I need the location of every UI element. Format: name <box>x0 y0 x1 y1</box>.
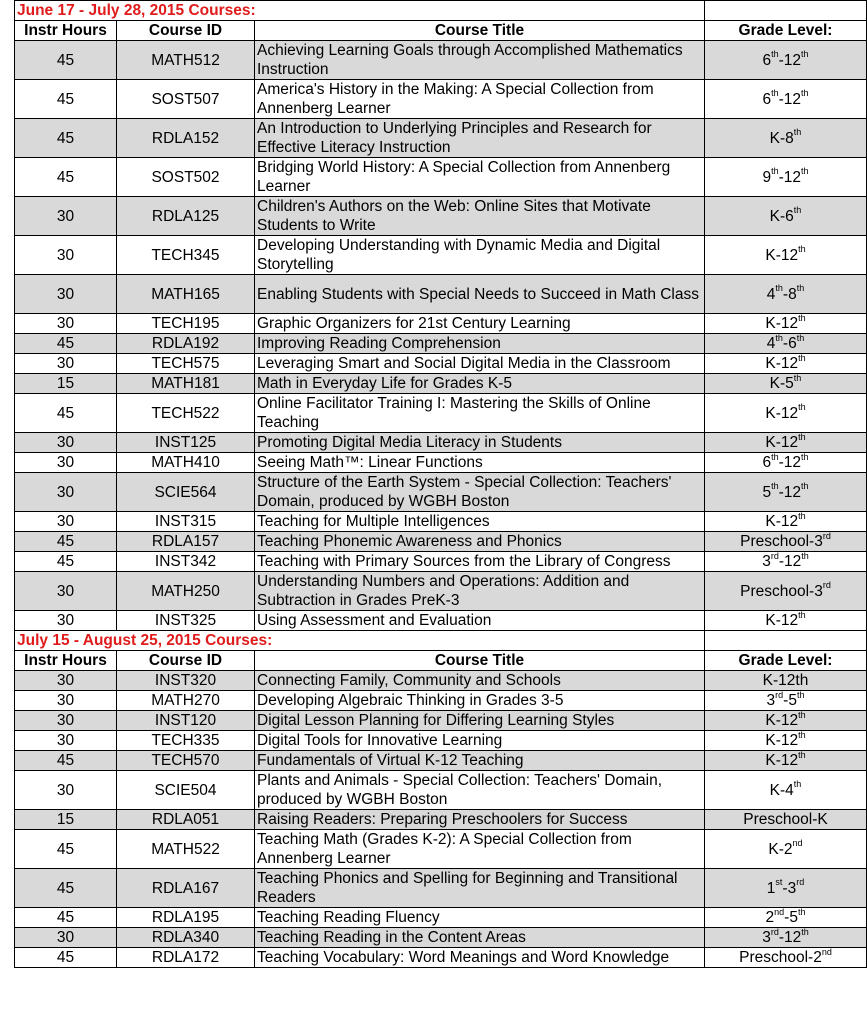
header-course-title: Course Title <box>255 21 705 41</box>
grade-level-part: K-12th <box>762 672 809 689</box>
course-id-cell: MATH270 <box>117 691 255 711</box>
grade-level-part: -8 <box>782 285 797 303</box>
grade-level-part: 3 <box>766 692 776 709</box>
grade-level-part: K-12 <box>765 712 799 729</box>
instr-hours-cell: 30 <box>15 236 117 275</box>
grade-level-cell <box>705 771 867 810</box>
instr-hours-cell: 30 <box>15 691 117 711</box>
grade-level-suffix: th <box>798 750 806 760</box>
table-header-row <box>15 21 867 41</box>
grade-level-suffix: th <box>798 730 806 740</box>
grade-level-cell <box>705 433 867 453</box>
table-row <box>15 928 867 948</box>
course-id-cell: INST315 <box>117 512 255 532</box>
grade-level-cell <box>705 275 867 314</box>
grade-level-suffix: th <box>798 511 806 521</box>
table-row <box>15 771 867 810</box>
course-id-cell: INST320 <box>117 671 255 691</box>
grade-level-suffix: th <box>771 481 779 492</box>
grade-level-suffix: th <box>798 610 806 620</box>
header-grade-level: Grade Level: <box>705 651 867 671</box>
course-id-cell: TECH335 <box>117 731 255 751</box>
grade-level-text <box>765 612 805 629</box>
grade-level-cell <box>705 751 867 771</box>
header-instr-hours: Instr Hours <box>15 21 117 41</box>
course-table <box>14 0 867 968</box>
table-row <box>15 80 867 119</box>
grade-level-suffix: th <box>771 452 779 462</box>
course-id-cell: RDLA195 <box>117 908 255 928</box>
grade-level-part: K-5 <box>769 375 794 392</box>
course-title-cell: Structure of the Earth System - Special Collection: Teachers' Domain, produced by WGBH Boston <box>255 473 705 512</box>
grade-level-suffix: rd <box>822 531 831 541</box>
table-row <box>15 671 867 691</box>
table-row <box>15 869 867 908</box>
instr-hours-cell: 15 <box>15 810 117 830</box>
table-row <box>15 731 867 751</box>
grade-level-text <box>769 205 802 225</box>
instr-hours-cell: 45 <box>15 869 117 908</box>
grade-level-suffix: th <box>798 313 806 323</box>
course-title-cell: Leveraging Smart and Social Digital Media in the Classroom <box>255 354 705 374</box>
course-title-cell: Seeing Math™: Linear Functions <box>255 453 705 473</box>
grade-level-suffix: th <box>801 551 809 561</box>
grade-level-part: 9 <box>762 168 772 186</box>
course-id-cell: INST325 <box>117 611 255 631</box>
grade-level-suffix: th <box>801 166 809 177</box>
course-id-cell: RDLA340 <box>117 928 255 948</box>
instr-hours-cell: 30 <box>15 473 117 512</box>
grade-level-text <box>743 811 827 828</box>
instr-hours-cell: 30 <box>15 275 117 314</box>
grade-level-part: -5 <box>783 692 797 709</box>
grade-level-cell <box>705 691 867 711</box>
instr-hours-cell: 45 <box>15 119 117 158</box>
grade-level-suffix: th <box>793 779 802 790</box>
table-row <box>15 552 867 572</box>
table-row <box>15 611 867 631</box>
grade-level-suffix: rd <box>770 927 779 937</box>
course-id-cell: RDLA125 <box>117 197 255 236</box>
table-row <box>15 314 867 334</box>
course-title-cell: Teaching Vocabulary: Word Meanings and Word Knowledge <box>255 948 705 968</box>
course-title-cell: Online Facilitator Training I: Mastering the Skills of Online Teaching <box>255 394 705 433</box>
grade-level-text <box>768 838 803 858</box>
grade-level-text <box>763 672 809 689</box>
grade-level-cell <box>705 41 867 80</box>
instr-hours-cell: 45 <box>15 751 117 771</box>
grade-level-part: 4 <box>766 285 776 303</box>
grade-level-part: K-12 <box>765 355 799 372</box>
course-id-cell: SCIE564 <box>117 473 255 512</box>
instr-hours-cell: 45 <box>15 158 117 197</box>
instr-hours-cell: 45 <box>15 908 117 928</box>
instr-hours-cell: 45 <box>15 532 117 552</box>
course-title-cell: Raising Readers: Preparing Preschoolers for Success <box>255 810 705 830</box>
instr-hours-cell: 15 <box>15 374 117 394</box>
grade-level-part: 6 <box>762 454 772 471</box>
grade-level-suffix: th <box>775 283 783 294</box>
grade-level-cell <box>705 236 867 275</box>
table-row <box>15 334 867 354</box>
grade-level-suffix: rd <box>775 690 784 700</box>
grade-level-cell <box>705 731 867 751</box>
grade-level-text <box>762 166 809 186</box>
header-course-title: Course Title <box>255 651 705 671</box>
table-row <box>15 532 867 552</box>
grade-level-suffix: th <box>771 49 779 60</box>
grade-level-cell <box>705 532 867 552</box>
table-row <box>15 354 867 374</box>
course-schedule-document <box>14 0 866 968</box>
grade-level-part: K-12 <box>765 513 799 530</box>
table-row <box>15 158 867 197</box>
instr-hours-cell: 30 <box>15 512 117 532</box>
course-title-cell: An Introduction to Underlying Principles and Research for Effective Literacy Instruction <box>255 119 705 158</box>
table-row <box>15 908 867 928</box>
instr-hours-cell: 45 <box>15 552 117 572</box>
grade-level-cell <box>705 158 867 197</box>
table-row <box>15 236 867 275</box>
grade-level-cell <box>705 869 867 908</box>
grade-level-suffix: th <box>798 353 806 363</box>
grade-level-cell <box>705 197 867 236</box>
grade-level-text <box>765 513 805 530</box>
grade-level-suffix: th <box>801 49 809 60</box>
table-row <box>15 830 867 869</box>
instr-hours-cell: 45 <box>15 830 117 869</box>
course-title-cell: Graphic Organizers for 21st Century Learning <box>255 314 705 334</box>
grade-level-part: K-6 <box>769 207 794 225</box>
instr-hours-cell: 30 <box>15 928 117 948</box>
grade-level-text <box>762 481 809 501</box>
course-id-cell: TECH570 <box>117 751 255 771</box>
grade-level-cell <box>705 671 867 691</box>
grade-level-part: K-12 <box>765 434 799 451</box>
table-row <box>15 473 867 512</box>
course-id-cell: TECH522 <box>117 394 255 433</box>
table-row <box>15 711 867 731</box>
table-row <box>15 394 867 433</box>
grade-level-part: K-12 <box>765 732 799 749</box>
course-id-cell: INST125 <box>117 433 255 453</box>
instr-hours-cell: 30 <box>15 711 117 731</box>
course-id-cell: TECH195 <box>117 314 255 334</box>
grade-level-cell <box>705 908 867 928</box>
instr-hours-cell: 45 <box>15 948 117 968</box>
grade-level-suffix: rd <box>796 877 805 888</box>
course-title-cell: Math in Everyday Life for Grades K-5 <box>255 374 705 394</box>
grade-level-suffix: th <box>801 452 809 462</box>
header-instr-hours: Instr Hours <box>15 651 117 671</box>
grade-level-text <box>762 454 808 471</box>
instr-hours-cell: 30 <box>15 611 117 631</box>
table-row <box>15 41 867 80</box>
course-title-cell: Teaching Math (Grades K-2): A Special Collection from Annenberg Learner <box>255 830 705 869</box>
table-row <box>15 948 867 968</box>
grade-level-text <box>762 553 809 570</box>
course-title-cell: Teaching Phonics and Spelling for Beginning and Transitional Readers <box>255 869 705 908</box>
table-row <box>15 572 867 611</box>
course-title-cell: Children's Authors on the Web: Online Sites that Motivate Students to Write <box>255 197 705 236</box>
grade-level-part: -12 <box>778 553 802 570</box>
course-title-cell: Achieving Learning Goals through Accomplished Mathematics Instruction <box>255 41 705 80</box>
course-id-cell: INST342 <box>117 552 255 572</box>
course-id-cell: SOST507 <box>117 80 255 119</box>
course-title-cell: Developing Understanding with Dynamic Media and Digital Storytelling <box>255 236 705 275</box>
grade-level-text <box>765 712 805 729</box>
grade-level-part: 1 <box>766 879 776 897</box>
course-title-cell: Digital Tools for Innovative Learning <box>255 731 705 751</box>
grade-level-text <box>762 929 809 946</box>
grade-level-cell <box>705 611 867 631</box>
course-id-cell: MATH512 <box>117 41 255 80</box>
grade-level-suffix: th <box>798 244 806 255</box>
table-header-row <box>15 651 867 671</box>
grade-level-text <box>765 355 805 372</box>
grade-level-text <box>765 434 805 451</box>
course-id-cell: TECH345 <box>117 236 255 275</box>
course-id-cell: MATH410 <box>117 453 255 473</box>
grade-level-suffix: th <box>793 127 802 138</box>
table-row <box>15 453 867 473</box>
grade-level-suffix: th <box>771 166 779 177</box>
grade-level-suffix: th <box>796 690 805 700</box>
course-title-cell: Promoting Digital Media Literacy in Students <box>255 433 705 453</box>
grade-level-part: -12 <box>778 51 802 69</box>
grade-level-part: K-4 <box>769 781 794 799</box>
course-id-cell: MATH522 <box>117 830 255 869</box>
grade-level-text <box>740 580 831 600</box>
grade-level-suffix: nd <box>774 907 785 917</box>
course-title-cell: Teaching Reading Fluency <box>255 908 705 928</box>
grade-level-part: -12 <box>778 168 802 186</box>
course-title-cell: Developing Algebraic Thinking in Grades 3-5 <box>255 691 705 711</box>
grade-level-cell <box>705 80 867 119</box>
grade-level-part: -3 <box>782 879 797 897</box>
course-title-cell: Teaching for Multiple Intelligences <box>255 512 705 532</box>
grade-level-suffix: th <box>771 88 779 99</box>
instr-hours-cell: 30 <box>15 354 117 374</box>
instr-hours-cell: 45 <box>15 334 117 354</box>
grade-level-suffix: th <box>801 927 809 937</box>
instr-hours-cell: 45 <box>15 41 117 80</box>
grade-level-part: 6 <box>762 51 772 69</box>
grade-level-suffix: rd <box>770 551 779 561</box>
course-title-cell: Using Assessment and Evaluation <box>255 611 705 631</box>
course-title-cell: Connecting Family, Community and Schools <box>255 671 705 691</box>
course-title-cell: Teaching with Primary Sources from the Library of Congress <box>255 552 705 572</box>
instr-hours-cell: 30 <box>15 771 117 810</box>
instr-hours-cell: 45 <box>15 394 117 433</box>
course-id-cell: RDLA051 <box>117 810 255 830</box>
course-id-cell: RDLA172 <box>117 948 255 968</box>
grade-level-cell <box>705 314 867 334</box>
grade-level-text <box>762 88 809 108</box>
section-title-row <box>15 1 867 21</box>
header-grade-level: Grade Level: <box>705 21 867 41</box>
grade-level-cell <box>705 453 867 473</box>
grade-level-text <box>766 877 805 897</box>
grade-level-part: -12 <box>778 90 802 108</box>
course-title-cell: America's History in the Making: A Special Collection from Annenberg Learner <box>255 80 705 119</box>
grade-level-suffix: th <box>801 481 809 492</box>
grade-level-part: K-12 <box>765 404 799 422</box>
instr-hours-cell: 30 <box>15 671 117 691</box>
grade-level-text <box>769 779 802 799</box>
grade-level-part: -12 <box>778 454 802 471</box>
instr-hours-cell: 30 <box>15 731 117 751</box>
grade-level-part: -6 <box>782 335 797 352</box>
grade-level-suffix: nd <box>821 947 832 957</box>
grade-level-text <box>769 127 802 147</box>
grade-level-part: K-8 <box>769 129 794 147</box>
section-title-blank-cell <box>705 1 867 21</box>
grade-level-suffix: st <box>775 877 783 888</box>
grade-level-part: -12 <box>778 929 802 946</box>
course-title-cell: Teaching Reading in the Content Areas <box>255 928 705 948</box>
grade-level-part: 2 <box>765 909 775 926</box>
grade-level-part: Preschool-2 <box>739 949 822 966</box>
section-title: June 17 - July 28, 2015 Courses: <box>15 1 705 21</box>
instr-hours-cell: 30 <box>15 453 117 473</box>
grade-level-suffix: th <box>798 710 806 720</box>
grade-level-part: 3 <box>762 553 771 570</box>
table-row <box>15 197 867 236</box>
grade-level-cell <box>705 119 867 158</box>
grade-level-text <box>765 732 805 749</box>
table-row <box>15 810 867 830</box>
grade-level-part: K-12 <box>765 612 799 629</box>
section-title-row <box>15 631 867 651</box>
grade-level-text <box>766 283 805 303</box>
grade-level-part: Preschool-3 <box>740 533 823 550</box>
grade-level-suffix: th <box>801 88 809 99</box>
course-title-cell: Digital Lesson Planning for Differing Learning Styles <box>255 711 705 731</box>
course-id-cell: SOST502 <box>117 158 255 197</box>
grade-level-suffix: th <box>798 432 806 442</box>
table-row <box>15 512 867 532</box>
instr-hours-cell: 45 <box>15 80 117 119</box>
section-title-blank-cell <box>705 631 867 651</box>
grade-level-part: 5 <box>762 483 772 501</box>
course-id-cell: RDLA152 <box>117 119 255 158</box>
grade-level-cell <box>705 334 867 354</box>
grade-level-cell <box>705 810 867 830</box>
grade-level-part: 3 <box>762 929 771 946</box>
course-title-cell: Bridging World History: A Special Collection from Annenberg Learner <box>255 158 705 197</box>
table-row <box>15 433 867 453</box>
grade-level-text <box>770 375 802 392</box>
grade-level-text <box>739 949 832 966</box>
grade-level-text <box>765 315 805 332</box>
grade-level-text <box>762 49 809 69</box>
grade-level-suffix: th <box>793 373 802 383</box>
grade-level-suffix: th <box>797 907 806 917</box>
grade-level-cell <box>705 552 867 572</box>
instr-hours-cell: 30 <box>15 572 117 611</box>
grade-level-part: Preschool-3 <box>740 582 823 600</box>
table-row <box>15 374 867 394</box>
course-id-cell: MATH181 <box>117 374 255 394</box>
course-id-cell: SCIE504 <box>117 771 255 810</box>
course-title-cell: Improving Reading Comprehension <box>255 334 705 354</box>
grade-level-part: K-12 <box>765 752 799 769</box>
course-title-cell: Fundamentals of Virtual K-12 Teaching <box>255 751 705 771</box>
grade-level-cell <box>705 394 867 433</box>
grade-level-text <box>765 244 806 264</box>
course-id-cell: RDLA157 <box>117 532 255 552</box>
grade-level-cell <box>705 374 867 394</box>
grade-level-suffix: th <box>798 402 806 413</box>
course-id-cell: RDLA192 <box>117 334 255 354</box>
course-id-cell: MATH250 <box>117 572 255 611</box>
grade-level-part: -5 <box>784 909 798 926</box>
grade-level-cell <box>705 354 867 374</box>
table-row <box>15 691 867 711</box>
course-id-cell: INST120 <box>117 711 255 731</box>
grade-level-text <box>765 752 805 769</box>
grade-level-cell <box>705 512 867 532</box>
grade-level-cell <box>705 928 867 948</box>
grade-level-cell <box>705 711 867 731</box>
table-row <box>15 119 867 158</box>
grade-level-text <box>740 533 831 550</box>
grade-level-text <box>767 335 804 352</box>
instr-hours-cell: 30 <box>15 314 117 334</box>
course-id-cell: MATH165 <box>117 275 255 314</box>
course-id-cell: RDLA167 <box>117 869 255 908</box>
grade-level-suffix: th <box>796 333 805 343</box>
grade-level-suffix: rd <box>822 580 831 591</box>
section-title: July 15 - August 25, 2015 Courses: <box>15 631 705 651</box>
table-row <box>15 275 867 314</box>
grade-level-part: K-12 <box>765 246 799 264</box>
course-table-body <box>15 1 867 968</box>
instr-hours-cell: 30 <box>15 433 117 453</box>
grade-level-cell <box>705 572 867 611</box>
table-row <box>15 751 867 771</box>
grade-level-suffix: th <box>775 333 783 343</box>
course-title-cell: Teaching Phonemic Awareness and Phonics <box>255 532 705 552</box>
grade-level-cell <box>705 830 867 869</box>
grade-level-part: Preschool-K <box>743 811 828 828</box>
grade-level-part: 4 <box>766 335 776 352</box>
course-title-cell: Enabling Students with Special Needs to Succeed in Math Class <box>255 275 705 314</box>
grade-level-text <box>765 402 806 422</box>
grade-level-suffix: nd <box>792 838 803 849</box>
course-title-cell: Understanding Numbers and Operations: Addition and Subtraction in Grades PreK-3 <box>255 572 705 611</box>
course-title-cell: Plants and Animals - Special Collection: Teachers' Domain, produced by WGBH Boston <box>255 771 705 810</box>
grade-level-text <box>767 692 805 709</box>
header-course-id: Course ID <box>117 651 255 671</box>
header-course-id: Course ID <box>117 21 255 41</box>
grade-level-text <box>766 909 806 926</box>
instr-hours-cell: 30 <box>15 197 117 236</box>
grade-level-suffix: th <box>796 283 805 294</box>
grade-level-part: K-12 <box>765 315 799 332</box>
grade-level-part: -12 <box>778 483 802 501</box>
course-id-cell: TECH575 <box>117 354 255 374</box>
grade-level-cell <box>705 473 867 512</box>
grade-level-part: 6 <box>762 90 772 108</box>
grade-level-suffix: th <box>793 205 802 216</box>
grade-level-part: K-2 <box>768 840 793 858</box>
grade-level-cell <box>705 948 867 968</box>
